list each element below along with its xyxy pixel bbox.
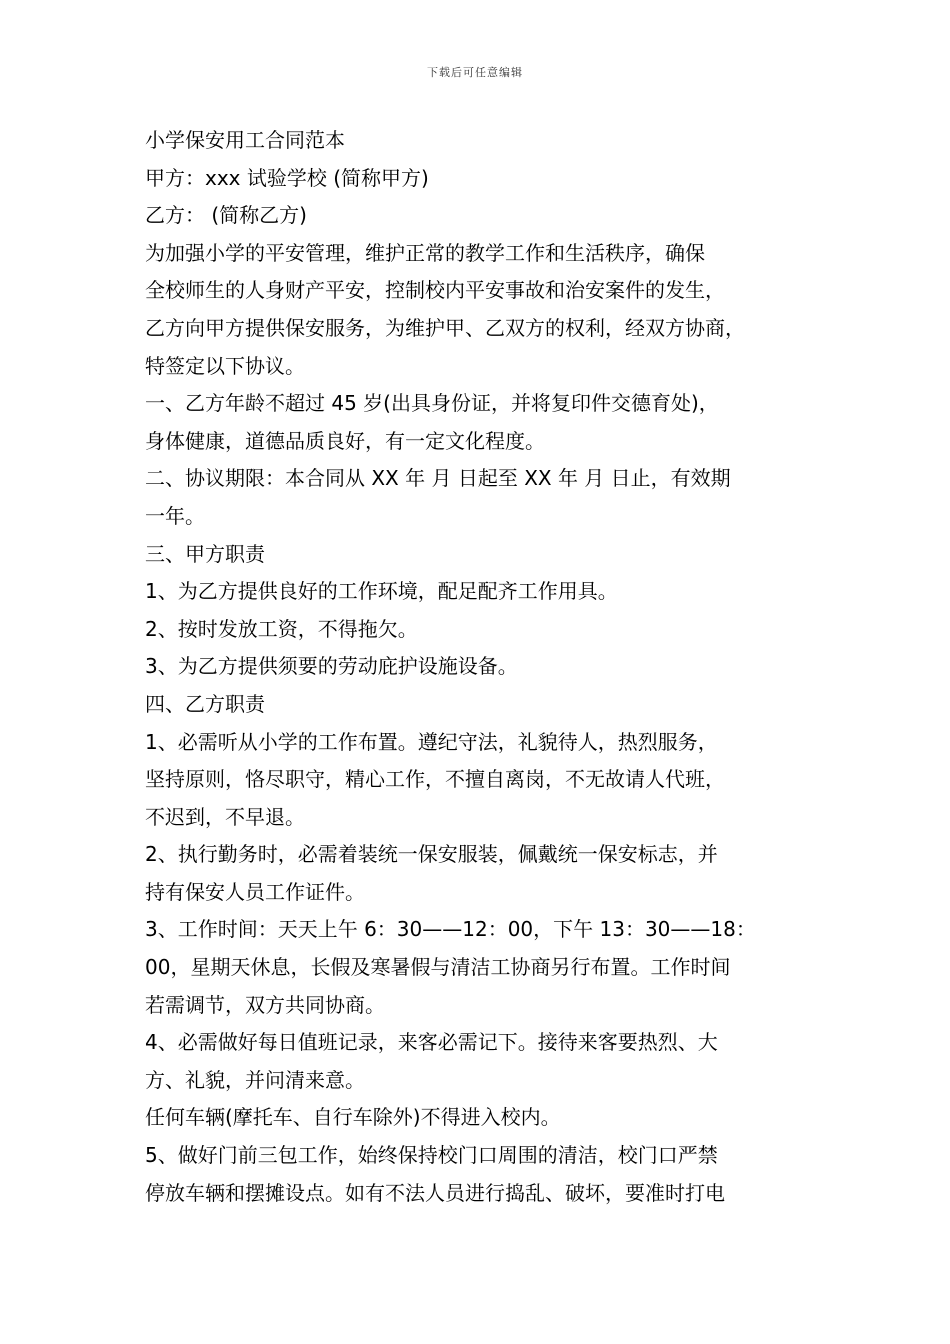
paragraph-line: 4、必需做好每日值班记录，来客必需记下。接待来客要热烈、大 [145,1030,718,1055]
paragraph-line: 一年。 [145,503,205,528]
party-a-line: 甲方：xxx 试验学校 (简称甲方) [145,165,429,190]
document-title: 小学保安用工合同范本 [145,128,345,152]
paragraph-line: 方、礼貌，并问清来意。 [145,1067,365,1092]
paragraph-line: 一、乙方年龄不超过 45 岁(出具身份证，并将复印件交德育处)， [145,391,719,416]
paragraph-line: 5、做好门前三包工作，始终保持校门口周围的清洁，校门口严禁 [145,1143,718,1168]
header-note: 下载后可任意编辑 [427,66,523,79]
paragraph-line: 持有保安人员工作证件。 [145,879,365,904]
list-item: 3、为乙方提供须要的劳动庇护设施设备。 [145,654,518,679]
paragraph-line: 身体健康，道德品质良好，有一定文化程度。 [145,428,545,453]
paragraph-line: 坚持原则，恪尽职守，精心工作，不擅自离岗，不无故请人代班， [145,767,725,792]
section-heading: 四、乙方职责 [145,691,265,716]
document-body [145,122,817,1212]
paragraph-line: 任何车辆(摩托车、自行车除外)不得进入校内。 [145,1105,561,1130]
paragraph-line: 二、协议期限：本合同从 XX 年 月 日起至 XX 年 月 日止，有效期 [145,466,731,491]
section-heading: 三、甲方职责 [145,541,265,566]
paragraph-line: 特签定以下协议。 [145,353,305,378]
paragraph-line: 乙方向甲方提供保安服务，为维护甲、乙双方的权利，经双方协商， [145,315,745,340]
paragraph-line: 全校师生的人身财产平安，控制校内平安事故和治安案件的发生， [145,278,725,303]
paragraph-line: 2、执行勤务时，必需着装统一保安服装，佩戴统一保安标志，并 [145,842,718,867]
paragraph-line: 00，星期天休息，长假及寒暑假与清洁工协商另行布置。工作时间 [145,955,731,980]
paragraph-line: 若需调节，双方共同协商。 [145,992,385,1017]
list-item: 2、按时发放工资，不得拖欠。 [145,616,418,641]
paragraph-line: 1、必需听从小学的工作布置。遵纪守法，礼貌待人，热烈服务， [145,729,718,754]
paragraph-line: 3、工作时间：天天上午 6：30——12：00，下午 13：30——18： [145,917,756,942]
list-item: 1、为乙方提供良好的工作环境，配足配齐工作用具。 [145,579,618,604]
paragraph-line: 停放车辆和摆摊设点。如有不法人员进行捣乱、破坏，要准时打电 [145,1180,725,1205]
paragraph-line: 为加强小学的平安管理，维护正常的教学工作和生活秩序，确保 [145,240,705,265]
paragraph-line: 不迟到，不早退。 [145,804,305,829]
party-b-line: 乙方： (简称乙方) [145,203,307,228]
